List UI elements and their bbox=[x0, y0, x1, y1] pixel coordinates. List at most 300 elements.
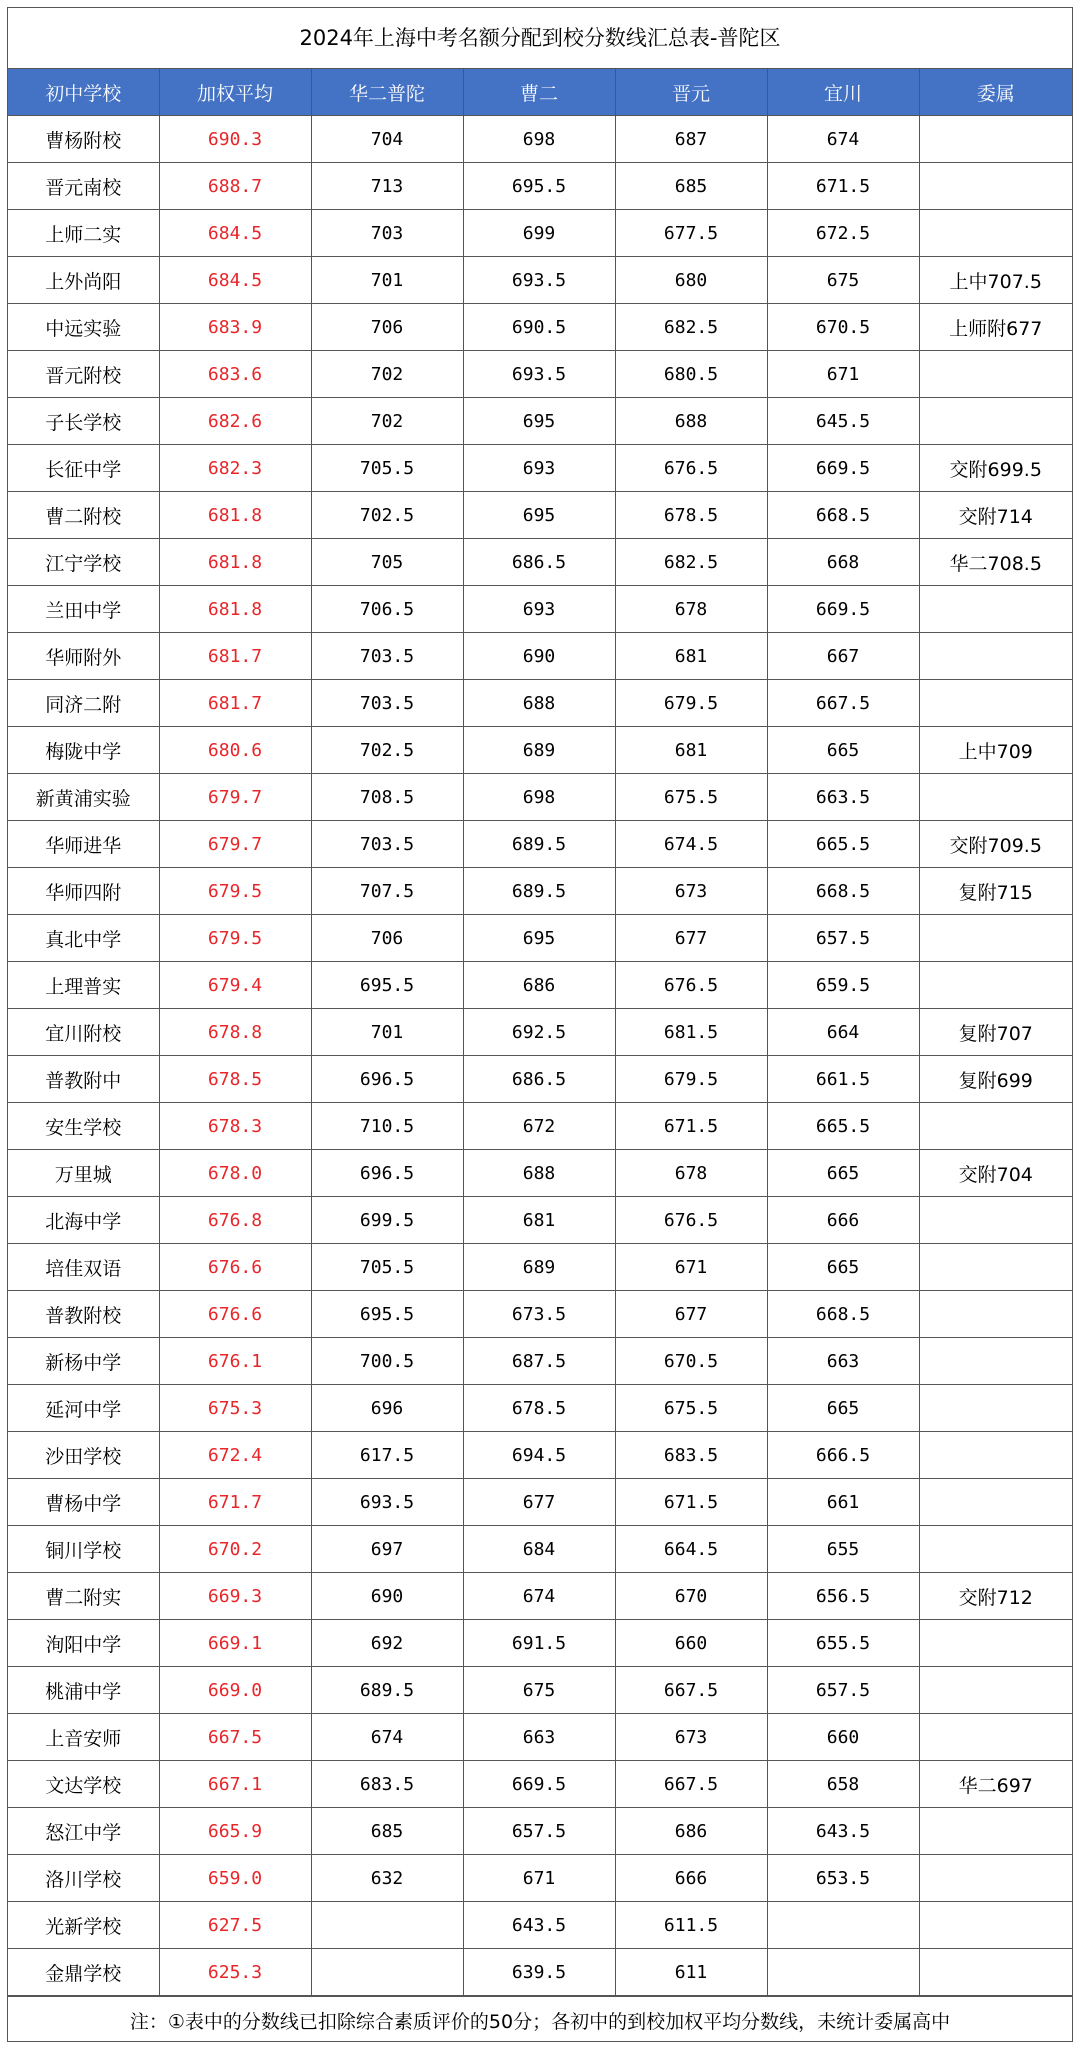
table-row bbox=[8, 1291, 1072, 1338]
jinyuan-cell: 681 bbox=[615, 633, 767, 680]
jinyuan-cell: 667.5 bbox=[615, 1761, 767, 1808]
yichuan-cell: 666 bbox=[767, 1197, 919, 1244]
school-name-cell: 宜川附校 bbox=[8, 1009, 159, 1056]
jinyuan-cell: 678 bbox=[615, 586, 767, 633]
yichuan-cell: 672.5 bbox=[767, 210, 919, 257]
municipal-cell: 上中709 bbox=[919, 727, 1072, 774]
jinyuan-cell: 677.5 bbox=[615, 210, 767, 257]
huaer-putuo-cell: 706 bbox=[311, 304, 463, 351]
table-row bbox=[8, 1526, 1072, 1573]
weighted-average-cell: 676.6 bbox=[159, 1244, 311, 1291]
yichuan-cell: 645.5 bbox=[767, 398, 919, 445]
municipal-cell bbox=[919, 1714, 1072, 1761]
school-name-cell: 培佳双语 bbox=[8, 1244, 159, 1291]
school-name-cell: 梅陇中学 bbox=[8, 727, 159, 774]
jinyuan-cell: 688 bbox=[615, 398, 767, 445]
school-name-cell: 北海中学 bbox=[8, 1197, 159, 1244]
huaer-putuo-cell: 704 bbox=[311, 116, 463, 163]
municipal-cell: 上师附677 bbox=[919, 304, 1072, 351]
weighted-average-cell: 684.5 bbox=[159, 257, 311, 304]
weighted-average-cell: 682.3 bbox=[159, 445, 311, 492]
yichuan-cell: 671 bbox=[767, 351, 919, 398]
column-header-jinyuan: 晋元 bbox=[615, 69, 767, 116]
school-name-cell: 真北中学 bbox=[8, 915, 159, 962]
caoer-cell: 695 bbox=[463, 492, 615, 539]
school-name-cell: 华师附外 bbox=[8, 633, 159, 680]
weighted-average-cell: 679.7 bbox=[159, 774, 311, 821]
jinyuan-cell: 677 bbox=[615, 915, 767, 962]
caoer-cell: 687.5 bbox=[463, 1338, 615, 1385]
school-name-cell: 新黄浦实验 bbox=[8, 774, 159, 821]
weighted-average-cell: 670.2 bbox=[159, 1526, 311, 1573]
huaer-putuo-cell: 706.5 bbox=[311, 586, 463, 633]
yichuan-cell: 653.5 bbox=[767, 1855, 919, 1902]
school-name-cell: 晋元附校 bbox=[8, 351, 159, 398]
weighted-average-cell: 672.4 bbox=[159, 1432, 311, 1479]
table-row bbox=[8, 1056, 1072, 1103]
yichuan-cell: 668.5 bbox=[767, 1291, 919, 1338]
table-row bbox=[8, 1009, 1072, 1056]
huaer-putuo-cell: 696 bbox=[311, 1385, 463, 1432]
school-name-cell: 普教附校 bbox=[8, 1291, 159, 1338]
weighted-average-cell: 683.6 bbox=[159, 351, 311, 398]
jinyuan-cell: 667.5 bbox=[615, 1667, 767, 1714]
table-row bbox=[8, 1620, 1072, 1667]
column-header-yichuan: 宜川 bbox=[767, 69, 919, 116]
huaer-putuo-cell bbox=[311, 1902, 463, 1949]
huaer-putuo-cell: 696.5 bbox=[311, 1150, 463, 1197]
school-name-cell: 延河中学 bbox=[8, 1385, 159, 1432]
table-row bbox=[8, 398, 1072, 445]
huaer-putuo-cell: 710.5 bbox=[311, 1103, 463, 1150]
caoer-cell: 693 bbox=[463, 445, 615, 492]
caoer-cell: 643.5 bbox=[463, 1902, 615, 1949]
caoer-cell: 695.5 bbox=[463, 163, 615, 210]
yichuan-cell: 664 bbox=[767, 1009, 919, 1056]
school-name-cell: 怒江中学 bbox=[8, 1808, 159, 1855]
table-row bbox=[8, 1432, 1072, 1479]
jinyuan-cell: 670.5 bbox=[615, 1338, 767, 1385]
weighted-average-cell: 669.0 bbox=[159, 1667, 311, 1714]
huaer-putuo-cell: 708.5 bbox=[311, 774, 463, 821]
municipal-cell bbox=[919, 962, 1072, 1009]
huaer-putuo-cell: 703 bbox=[311, 210, 463, 257]
municipal-cell bbox=[919, 210, 1072, 257]
school-name-cell: 桃浦中学 bbox=[8, 1667, 159, 1714]
municipal-cell bbox=[919, 398, 1072, 445]
caoer-cell: 698 bbox=[463, 774, 615, 821]
school-name-cell: 曹二附校 bbox=[8, 492, 159, 539]
caoer-cell: 695 bbox=[463, 915, 615, 962]
jinyuan-cell: 681.5 bbox=[615, 1009, 767, 1056]
jinyuan-cell: 670 bbox=[615, 1573, 767, 1620]
table-row bbox=[8, 1338, 1072, 1385]
yichuan-cell: 667 bbox=[767, 633, 919, 680]
caoer-cell: 663 bbox=[463, 1714, 615, 1761]
table-row bbox=[8, 445, 1072, 492]
caoer-cell: 690 bbox=[463, 633, 615, 680]
yichuan-cell: 665.5 bbox=[767, 821, 919, 868]
caoer-cell: 693 bbox=[463, 586, 615, 633]
yichuan-cell bbox=[767, 1902, 919, 1949]
huaer-putuo-cell: 695.5 bbox=[311, 962, 463, 1009]
municipal-cell bbox=[919, 1197, 1072, 1244]
school-name-cell: 华师四附 bbox=[8, 868, 159, 915]
municipal-cell bbox=[919, 1620, 1072, 1667]
weighted-average-cell: 681.7 bbox=[159, 680, 311, 727]
huaer-putuo-cell: 706 bbox=[311, 915, 463, 962]
weighted-average-cell: 681.7 bbox=[159, 633, 311, 680]
yichuan-cell: 659.5 bbox=[767, 962, 919, 1009]
caoer-cell: 691.5 bbox=[463, 1620, 615, 1667]
municipal-cell: 交附714 bbox=[919, 492, 1072, 539]
huaer-putuo-cell: 695.5 bbox=[311, 1291, 463, 1338]
huaer-putuo-cell: 697 bbox=[311, 1526, 463, 1573]
school-name-cell: 上理普实 bbox=[8, 962, 159, 1009]
table-row bbox=[8, 680, 1072, 727]
municipal-cell bbox=[919, 1949, 1072, 1996]
caoer-cell: 686 bbox=[463, 962, 615, 1009]
yichuan-cell: 665 bbox=[767, 727, 919, 774]
municipal-cell: 上中707.5 bbox=[919, 257, 1072, 304]
caoer-cell: 684 bbox=[463, 1526, 615, 1573]
jinyuan-cell: 678 bbox=[615, 1150, 767, 1197]
municipal-cell bbox=[919, 1244, 1072, 1291]
jinyuan-cell: 664.5 bbox=[615, 1526, 767, 1573]
weighted-average-cell: 675.3 bbox=[159, 1385, 311, 1432]
yichuan-cell: 668.5 bbox=[767, 492, 919, 539]
jinyuan-cell: 678.5 bbox=[615, 492, 767, 539]
yichuan-cell: 661 bbox=[767, 1479, 919, 1526]
yichuan-cell: 643.5 bbox=[767, 1808, 919, 1855]
table-row bbox=[8, 210, 1072, 257]
yichuan-cell: 657.5 bbox=[767, 915, 919, 962]
jinyuan-cell: 680 bbox=[615, 257, 767, 304]
column-header-municipal: 委属 bbox=[919, 69, 1072, 116]
yichuan-cell: 665 bbox=[767, 1385, 919, 1432]
yichuan-cell: 663 bbox=[767, 1338, 919, 1385]
jinyuan-cell: 682.5 bbox=[615, 304, 767, 351]
school-name-cell: 光新学校 bbox=[8, 1902, 159, 1949]
weighted-average-cell: 678.0 bbox=[159, 1150, 311, 1197]
school-name-cell: 长征中学 bbox=[8, 445, 159, 492]
table-footnote: 注：①表中的分数线已扣除综合素质评价的50分；各初中的到校加权平均分数线，未统计委属高中 bbox=[8, 1996, 1072, 2047]
column-header-huaer-putuo: 华二普陀 bbox=[311, 69, 463, 116]
table-row bbox=[8, 163, 1072, 210]
table-row bbox=[8, 1855, 1072, 1902]
weighted-average-cell: 681.8 bbox=[159, 492, 311, 539]
weighted-average-cell: 669.3 bbox=[159, 1573, 311, 1620]
school-name-cell: 洵阳中学 bbox=[8, 1620, 159, 1667]
yichuan-cell: 671.5 bbox=[767, 163, 919, 210]
table-row bbox=[8, 633, 1072, 680]
caoer-cell: 698 bbox=[463, 116, 615, 163]
yichuan-cell: 656.5 bbox=[767, 1573, 919, 1620]
table-row bbox=[8, 1808, 1072, 1855]
jinyuan-cell: 660 bbox=[615, 1620, 767, 1667]
huaer-putuo-cell: 702 bbox=[311, 351, 463, 398]
jinyuan-cell: 673 bbox=[615, 868, 767, 915]
huaer-putuo-cell: 685 bbox=[311, 1808, 463, 1855]
school-name-cell: 沙田学校 bbox=[8, 1432, 159, 1479]
jinyuan-cell: 685 bbox=[615, 163, 767, 210]
caoer-cell: 639.5 bbox=[463, 1949, 615, 1996]
yichuan-cell: 675 bbox=[767, 257, 919, 304]
caoer-cell: 699 bbox=[463, 210, 615, 257]
jinyuan-cell: 683.5 bbox=[615, 1432, 767, 1479]
table-row bbox=[8, 1244, 1072, 1291]
huaer-putuo-cell: 674 bbox=[311, 1714, 463, 1761]
huaer-putuo-cell: 692 bbox=[311, 1620, 463, 1667]
yichuan-cell: 667.5 bbox=[767, 680, 919, 727]
caoer-cell: 677 bbox=[463, 1479, 615, 1526]
municipal-cell bbox=[919, 774, 1072, 821]
weighted-average-cell: 679.7 bbox=[159, 821, 311, 868]
municipal-cell bbox=[919, 680, 1072, 727]
school-name-cell: 上师二实 bbox=[8, 210, 159, 257]
huaer-putuo-cell: 702.5 bbox=[311, 492, 463, 539]
school-name-cell: 上音安师 bbox=[8, 1714, 159, 1761]
caoer-cell: 657.5 bbox=[463, 1808, 615, 1855]
weighted-average-cell: 671.7 bbox=[159, 1479, 311, 1526]
municipal-cell bbox=[919, 116, 1072, 163]
jinyuan-cell: 674.5 bbox=[615, 821, 767, 868]
caoer-cell: 686.5 bbox=[463, 1056, 615, 1103]
jinyuan-cell: 676.5 bbox=[615, 1197, 767, 1244]
municipal-cell bbox=[919, 1902, 1072, 1949]
huaer-putuo-cell: 701 bbox=[311, 1009, 463, 1056]
yichuan-cell: 658 bbox=[767, 1761, 919, 1808]
caoer-cell: 689.5 bbox=[463, 821, 615, 868]
table-row bbox=[8, 821, 1072, 868]
caoer-cell: 671 bbox=[463, 1855, 615, 1902]
school-name-cell: 子长学校 bbox=[8, 398, 159, 445]
table-row bbox=[8, 116, 1072, 163]
caoer-cell: 689 bbox=[463, 727, 615, 774]
table-row bbox=[8, 586, 1072, 633]
jinyuan-cell: 673 bbox=[615, 1714, 767, 1761]
weighted-average-cell: 690.3 bbox=[159, 116, 311, 163]
weighted-average-cell: 676.6 bbox=[159, 1291, 311, 1338]
yichuan-cell: 670.5 bbox=[767, 304, 919, 351]
school-name-cell: 铜川学校 bbox=[8, 1526, 159, 1573]
table-row bbox=[8, 1949, 1072, 1996]
municipal-cell bbox=[919, 1526, 1072, 1573]
jinyuan-cell: 666 bbox=[615, 1855, 767, 1902]
yichuan-cell: 655 bbox=[767, 1526, 919, 1573]
municipal-cell bbox=[919, 1338, 1072, 1385]
table-header-row bbox=[8, 69, 1072, 116]
huaer-putuo-cell: 617.5 bbox=[311, 1432, 463, 1479]
table-row bbox=[8, 1761, 1072, 1808]
school-name-cell: 曹二附实 bbox=[8, 1573, 159, 1620]
weighted-average-cell: 676.8 bbox=[159, 1197, 311, 1244]
column-header-caoer: 曹二 bbox=[463, 69, 615, 116]
yichuan-cell: 669.5 bbox=[767, 445, 919, 492]
jinyuan-cell: 611.5 bbox=[615, 1902, 767, 1949]
yichuan-cell: 665.5 bbox=[767, 1103, 919, 1150]
huaer-putuo-cell: 703.5 bbox=[311, 680, 463, 727]
table-body bbox=[8, 116, 1072, 1996]
school-name-cell: 曹杨中学 bbox=[8, 1479, 159, 1526]
jinyuan-cell: 679.5 bbox=[615, 1056, 767, 1103]
huaer-putuo-cell: 705 bbox=[311, 539, 463, 586]
jinyuan-cell: 675.5 bbox=[615, 774, 767, 821]
table-row bbox=[8, 1197, 1072, 1244]
weighted-average-cell: 659.0 bbox=[159, 1855, 311, 1902]
score-table-sheet bbox=[7, 7, 1073, 2042]
weighted-average-cell: 679.5 bbox=[159, 868, 311, 915]
weighted-average-cell: 681.8 bbox=[159, 586, 311, 633]
school-name-cell: 晋元南校 bbox=[8, 163, 159, 210]
yichuan-cell: 665 bbox=[767, 1150, 919, 1197]
score-table bbox=[8, 69, 1072, 1996]
jinyuan-cell: 671 bbox=[615, 1244, 767, 1291]
yichuan-cell: 666.5 bbox=[767, 1432, 919, 1479]
table-row bbox=[8, 1667, 1072, 1714]
municipal-cell: 复附707 bbox=[919, 1009, 1072, 1056]
caoer-cell: 692.5 bbox=[463, 1009, 615, 1056]
weighted-average-cell: 680.6 bbox=[159, 727, 311, 774]
huaer-putuo-cell: 703.5 bbox=[311, 821, 463, 868]
table-row bbox=[8, 304, 1072, 351]
school-name-cell: 普教附中 bbox=[8, 1056, 159, 1103]
caoer-cell: 678.5 bbox=[463, 1385, 615, 1432]
weighted-average-cell: 625.3 bbox=[159, 1949, 311, 1996]
yichuan-cell: 669.5 bbox=[767, 586, 919, 633]
huaer-putuo-cell: 713 bbox=[311, 163, 463, 210]
jinyuan-cell: 680.5 bbox=[615, 351, 767, 398]
caoer-cell: 689.5 bbox=[463, 868, 615, 915]
school-name-cell: 曹杨附校 bbox=[8, 116, 159, 163]
table-row bbox=[8, 539, 1072, 586]
jinyuan-cell: 611 bbox=[615, 1949, 767, 1996]
jinyuan-cell: 686 bbox=[615, 1808, 767, 1855]
caoer-cell: 690.5 bbox=[463, 304, 615, 351]
municipal-cell: 复附715 bbox=[919, 868, 1072, 915]
table-row bbox=[8, 492, 1072, 539]
weighted-average-cell: 667.1 bbox=[159, 1761, 311, 1808]
municipal-cell bbox=[919, 163, 1072, 210]
huaer-putuo-cell: 683.5 bbox=[311, 1761, 463, 1808]
municipal-cell: 交附699.5 bbox=[919, 445, 1072, 492]
column-header-school: 初中学校 bbox=[8, 69, 159, 116]
yichuan-cell: 668 bbox=[767, 539, 919, 586]
table-row bbox=[8, 1385, 1072, 1432]
school-name-cell: 新杨中学 bbox=[8, 1338, 159, 1385]
school-name-cell: 安生学校 bbox=[8, 1103, 159, 1150]
municipal-cell bbox=[919, 586, 1072, 633]
school-name-cell: 金鼎学校 bbox=[8, 1949, 159, 1996]
municipal-cell: 交附712 bbox=[919, 1573, 1072, 1620]
jinyuan-cell: 671.5 bbox=[615, 1103, 767, 1150]
huaer-putuo-cell: 690 bbox=[311, 1573, 463, 1620]
caoer-cell: 673.5 bbox=[463, 1291, 615, 1338]
caoer-cell: 669.5 bbox=[463, 1761, 615, 1808]
weighted-average-cell: 678.5 bbox=[159, 1056, 311, 1103]
yichuan-cell: 674 bbox=[767, 116, 919, 163]
weighted-average-cell: 683.9 bbox=[159, 304, 311, 351]
huaer-putuo-cell: 702.5 bbox=[311, 727, 463, 774]
jinyuan-cell: 681 bbox=[615, 727, 767, 774]
column-header-weighted-average: 加权平均 bbox=[159, 69, 311, 116]
municipal-cell: 交附704 bbox=[919, 1150, 1072, 1197]
municipal-cell bbox=[919, 633, 1072, 680]
table-title: 2024年上海中考名额分配到校分数线汇总表-普陀区 bbox=[8, 8, 1072, 69]
yichuan-cell: 665 bbox=[767, 1244, 919, 1291]
weighted-average-cell: 678.3 bbox=[159, 1103, 311, 1150]
school-name-cell: 万里城 bbox=[8, 1150, 159, 1197]
municipal-cell: 交附709.5 bbox=[919, 821, 1072, 868]
municipal-cell bbox=[919, 1385, 1072, 1432]
municipal-cell bbox=[919, 351, 1072, 398]
school-name-cell: 洛川学校 bbox=[8, 1855, 159, 1902]
municipal-cell: 复附699 bbox=[919, 1056, 1072, 1103]
huaer-putuo-cell: 632 bbox=[311, 1855, 463, 1902]
weighted-average-cell: 682.6 bbox=[159, 398, 311, 445]
table-row bbox=[8, 774, 1072, 821]
municipal-cell: 华二708.5 bbox=[919, 539, 1072, 586]
huaer-putuo-cell: 707.5 bbox=[311, 868, 463, 915]
yichuan-cell: 661.5 bbox=[767, 1056, 919, 1103]
jinyuan-cell: 676.5 bbox=[615, 445, 767, 492]
municipal-cell bbox=[919, 1855, 1072, 1902]
table-row bbox=[8, 351, 1072, 398]
municipal-cell bbox=[919, 1479, 1072, 1526]
huaer-putuo-cell: 701 bbox=[311, 257, 463, 304]
jinyuan-cell: 676.5 bbox=[615, 962, 767, 1009]
table-row bbox=[8, 868, 1072, 915]
weighted-average-cell: 684.5 bbox=[159, 210, 311, 257]
table-row bbox=[8, 1902, 1072, 1949]
caoer-cell: 672 bbox=[463, 1103, 615, 1150]
yichuan-cell: 668.5 bbox=[767, 868, 919, 915]
weighted-average-cell: 669.1 bbox=[159, 1620, 311, 1667]
school-name-cell: 同济二附 bbox=[8, 680, 159, 727]
municipal-cell bbox=[919, 915, 1072, 962]
jinyuan-cell: 675.5 bbox=[615, 1385, 767, 1432]
school-name-cell: 兰田中学 bbox=[8, 586, 159, 633]
table-row bbox=[8, 1150, 1072, 1197]
table-row bbox=[8, 727, 1072, 774]
yichuan-cell bbox=[767, 1949, 919, 1996]
jinyuan-cell: 671.5 bbox=[615, 1479, 767, 1526]
table-row bbox=[8, 915, 1072, 962]
municipal-cell bbox=[919, 1667, 1072, 1714]
huaer-putuo-cell bbox=[311, 1949, 463, 1996]
municipal-cell bbox=[919, 1808, 1072, 1855]
caoer-cell: 695 bbox=[463, 398, 615, 445]
school-name-cell: 中远实验 bbox=[8, 304, 159, 351]
table-row bbox=[8, 962, 1072, 1009]
weighted-average-cell: 688.7 bbox=[159, 163, 311, 210]
weighted-average-cell: 678.8 bbox=[159, 1009, 311, 1056]
huaer-putuo-cell: 693.5 bbox=[311, 1479, 463, 1526]
weighted-average-cell: 627.5 bbox=[159, 1902, 311, 1949]
caoer-cell: 675 bbox=[463, 1667, 615, 1714]
caoer-cell: 688 bbox=[463, 1150, 615, 1197]
caoer-cell: 686.5 bbox=[463, 539, 615, 586]
table-row bbox=[8, 1714, 1072, 1761]
huaer-putuo-cell: 703.5 bbox=[311, 633, 463, 680]
school-name-cell: 华师进华 bbox=[8, 821, 159, 868]
weighted-average-cell: 679.5 bbox=[159, 915, 311, 962]
huaer-putuo-cell: 705.5 bbox=[311, 445, 463, 492]
jinyuan-cell: 687 bbox=[615, 116, 767, 163]
school-name-cell: 上外尚阳 bbox=[8, 257, 159, 304]
huaer-putuo-cell: 696.5 bbox=[311, 1056, 463, 1103]
yichuan-cell: 663.5 bbox=[767, 774, 919, 821]
